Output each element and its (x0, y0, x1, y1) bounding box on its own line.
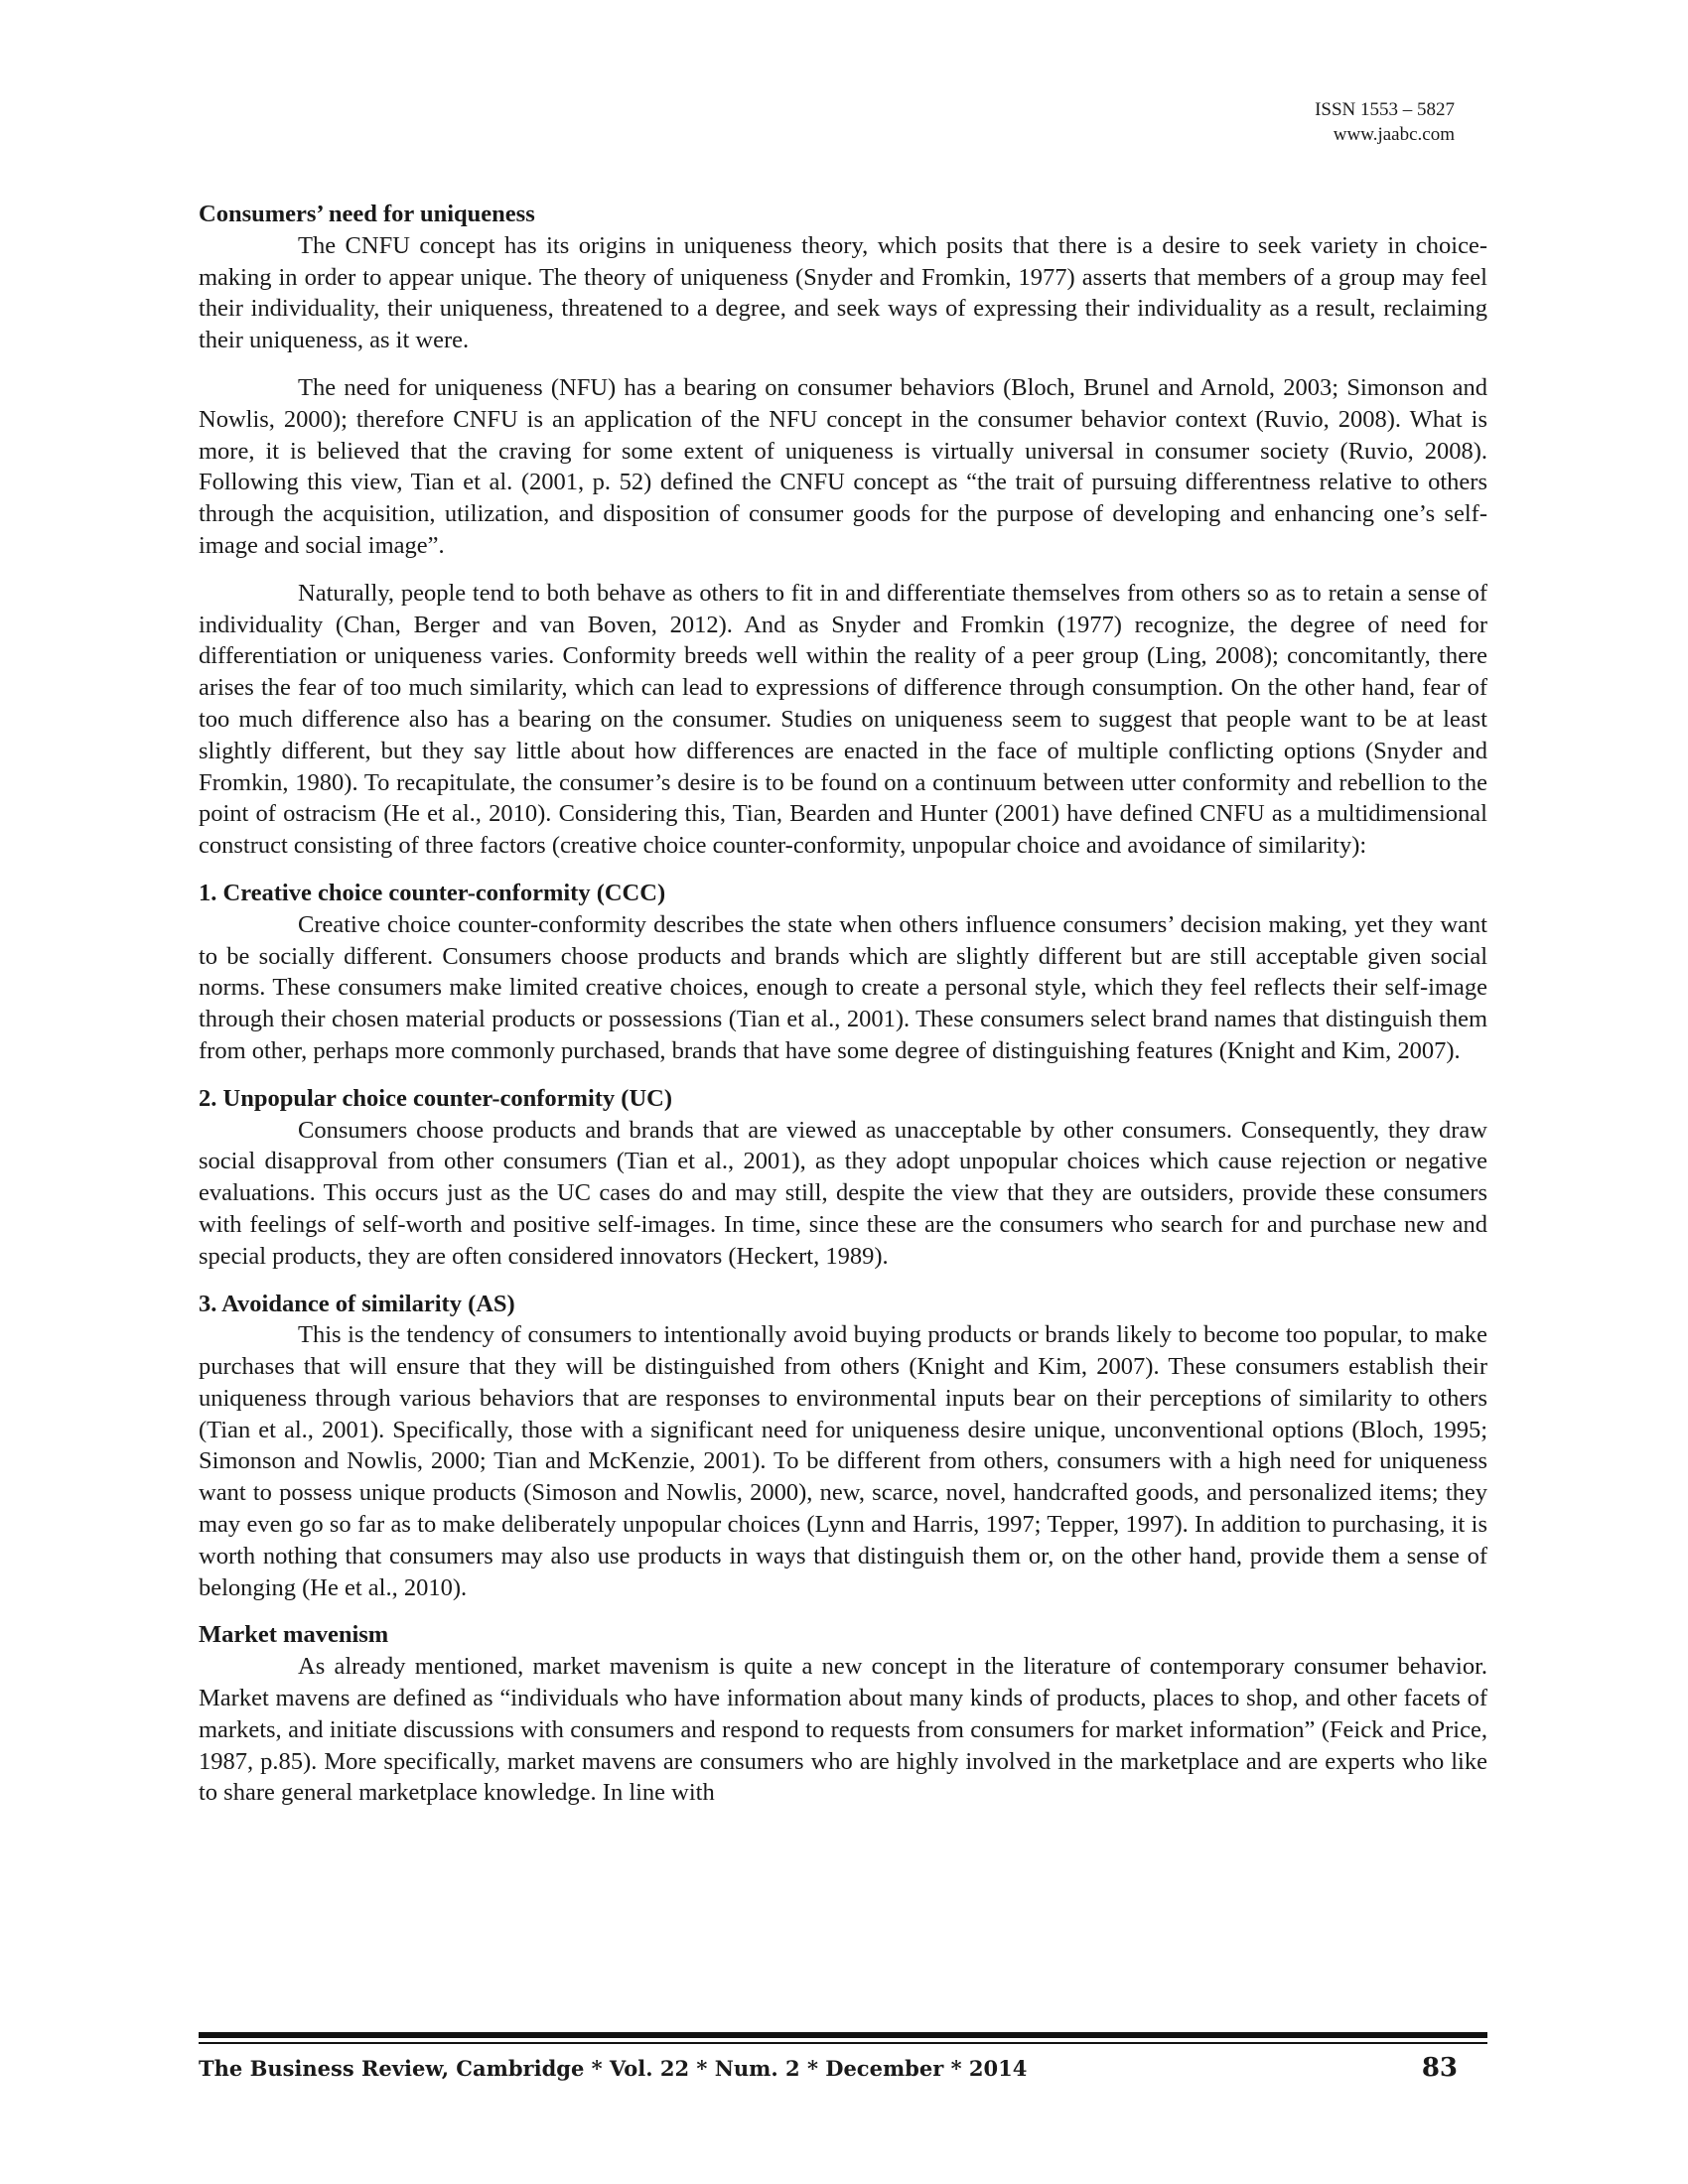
footer-divider-thick (199, 2032, 1487, 2038)
website-label: www.jaabc.com (1333, 124, 1455, 145)
page-number: 83 (1421, 2053, 1458, 2083)
section-heading-uc: 2. Unpopular choice counter-conformity (UC) (199, 1084, 673, 1112)
section-heading-cnfu: Consumers’ need for uniqueness (199, 201, 535, 227)
article-body (199, 199, 1487, 1809)
paragraph: Creative choice counter-conformity describes the state when others influence consumers’ decision making, yet they want to be socially different. Consumers choose products and brands which are slightly different but are still acceptable given social norms. These consumers make limited creative choices, enough to create a personal style, which they feel reflects their self-image through their chosen material products or possessions (Tian et al., 2001). These consumers select brand names that distinguish them from other, perhaps more commonly purchased, brands that have some degree of distinguishing features (Knight and Kim, 2007). (199, 910, 1487, 1064)
paragraph: This is the tendency of consumers to intentionally avoid buying products or brands likely to become too popular, to make purchases that will ensure that they will be distinguished from others (Knight and Kim, 2007). These consumers establish their uniqueness through various behaviors that are responses to environmental inputs bear on their perceptions of similarity to others (Tian et al., 2001). Specifically, those with a significant need for uniqueness desire unique, unconventional options (Bloch, 1995; Simonson and Nowlis, 2000; Tian and McKenzie, 2001). To be different from others, consumers with a high need for uniqueness want to possess unique products (Simoson and Nowlis, 2000), new, scarce, novel, handcrafted goods, and personalized items; they may even go so far as to make deliberately unpopular choices (Lynn and Harris, 1997; Tepper, 1997). In addition to purchasing, it is worth nothing that consumers may also use products in ways that distinguish them or, on the other hand, provide them a sense of belonging (He et al., 2010). (199, 1321, 1487, 1601)
section-heading-as: 3. Avoidance of similarity (AS) (199, 1290, 515, 1317)
section-heading-ccc: 1. Creative choice counter-conformity (CCC) (199, 879, 666, 906)
section-heading-market-mavenism: Market mavenism (199, 1621, 389, 1649)
paragraph: Naturally, people tend to both behave as others to fit in and differentiate themselves from others so as to retain a sense of individuality (Chan, Berger and van Boven, 2012). And as Snyder and Fromkin (1977) recognize, the degree of need for differentiation or uniqueness varies. Conformity breeds well within the reality of a peer group (Ling, 2008); concomitantly, there arises the fear of too much similarity, which can lead to expressions of difference through consumption. On the other hand, fear of too much difference also has a bearing on the consumer. Studies on uniqueness seem to suggest that people want to be at least slightly different, but they say little about how differences are enacted in the face of multiple conflicting options (Snyder and Fromkin, 1980). To recapitulate, the consumer’s desire is to be found on a continuum between utter conformity and rebellion to the point of ostracism (He et al., 2010). Considering this, Tian, Bearden and Hunter (2001) have defined CNFU as a multidimensional construct consisting of three factors (creative choice counter-conformity, unpopular choice and avoidance of similarity): (199, 579, 1487, 860)
paragraph: As already mentioned, market mavenism is quite a new concept in the literature of contemporary consumer behavior. Market mavens are defined as “individuals who have information about many kinds of products, places to shop, and other facets of markets, and initiate discussions with consumers and respond to requests from consumers for market information” (Feick and Price, 1987, p.85). More specifically, market mavens are consumers who are highly involved in the marketplace and are experts who like to share general marketplace knowledge. In line with (199, 1653, 1487, 1807)
journal-citation: The Business Review, Cambridge * Vol. 22 * Num. 2 * December * 2014 (199, 2056, 1028, 2081)
paragraph: The CNFU concept has its origins in uniqueness theory, which posits that there is a desire to seek variety in choice-making in order to appear unique. The theory of uniqueness (Snyder and Fromkin, 1977) asserts that members of a group may feel their individuality, their uniqueness, threatened to a degree, and seek ways of expressing their individuality as a result, reclaiming their uniqueness, as it were. (199, 231, 1487, 354)
issn-label: ISSN 1553 – 5827 (1315, 99, 1455, 120)
page-footer (199, 2053, 1458, 2083)
paragraph: Consumers choose products and brands that are viewed as unacceptable by other consumers. Consequently, they draw social disapproval from other consumers (Tian et al., 2001), as they adopt unpopular choices which cause rejection or negative evaluations. This occurs just as the UC cases do and may still, despite the view that they are outsiders, provide these consumers with feelings of self-worth and positive self-images. In time, since these are the consumers who search for and purchase new and special products, they are often considered innovators (Heckert, 1989). (199, 1116, 1487, 1270)
footer-divider-thin (199, 2042, 1487, 2044)
paragraph: The need for uniqueness (NFU) has a bearing on consumer behaviors (Bloch, Brunel and Arnold, 2003; Simonson and Nowlis, 2000); therefore CNFU is an application of the NFU concept in the consumer behavior context (Ruvio, 2008). What is more, it is believed that the craving for some extent of uniqueness is virtually universal in consumer society (Ruvio, 2008). Following this view, Tian et al. (2001, p. 52) defined the CNFU concept as “the trait of pursuing differentness relative to others through the acquisition, utilization, and disposition of consumer goods for the purpose of developing and enhancing one’s self-image and social image”. (199, 373, 1487, 559)
page-header (1315, 97, 1455, 147)
